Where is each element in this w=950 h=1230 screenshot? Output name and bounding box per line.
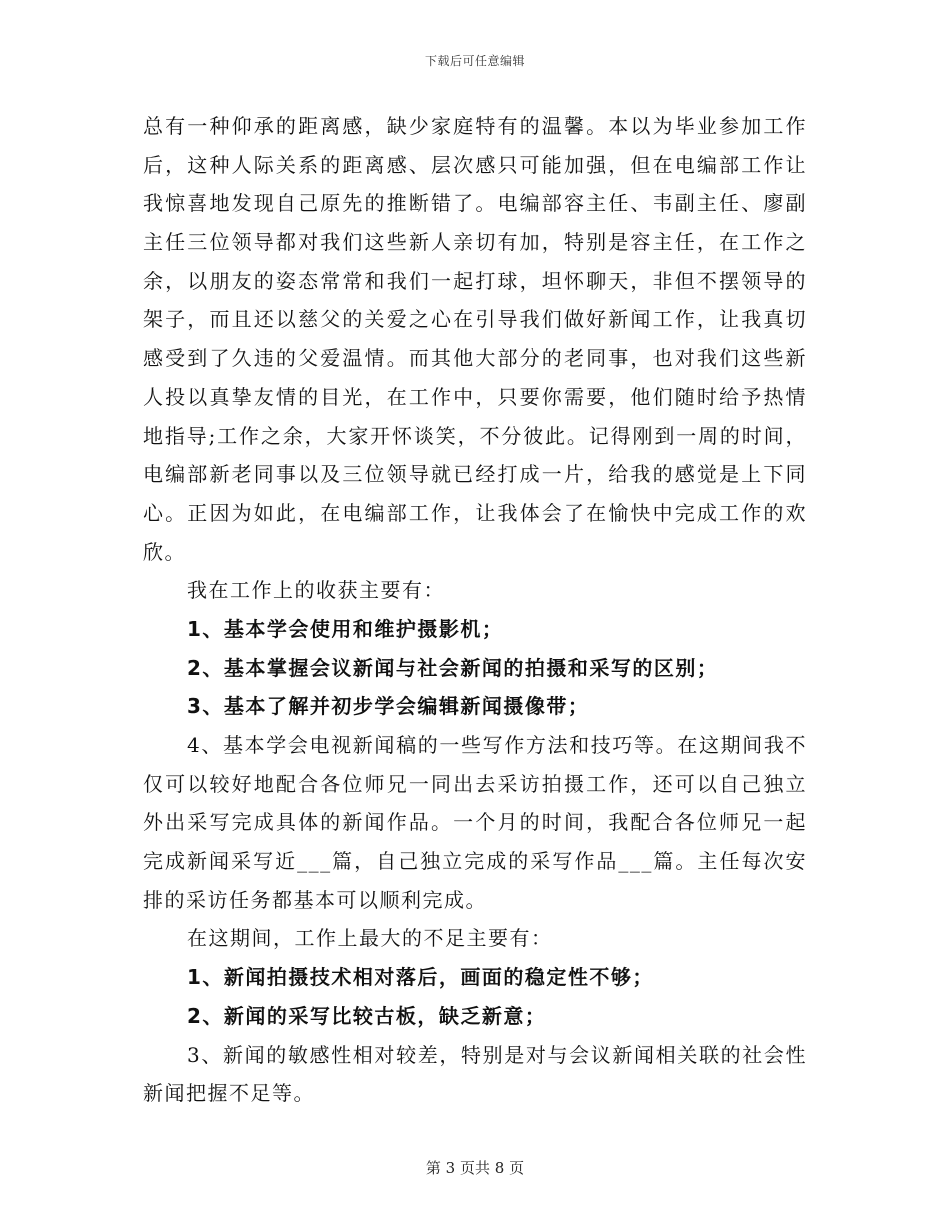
- text-line: 我惊喜地发现自己原先的推断错了。电编部容主任、韦副主任、廖副: [143, 191, 807, 216]
- shortfalls-intro: 在这期间，工作上最大的不足主要有：: [187, 926, 553, 951]
- text-line: 电编部新老同事以及三位领导就已经打成一片，给我的感觉是上下同: [143, 462, 807, 487]
- shortfall-item-3: 3、新闻的敏感性相对较差，特别是对与会议新闻相关联的社会性: [187, 1042, 807, 1067]
- document-body: [143, 107, 807, 1113]
- text-line: 新闻把握不足等。: [143, 1081, 315, 1106]
- text-line: 人投以真挚友情的目光，在工作中，只要你需要，他们随时给予热情: [143, 384, 807, 409]
- text-line: 后，这种人际关系的距离感、层次感只可能加强，但在电编部工作让: [143, 152, 807, 177]
- page-number: 第 3 页共 8 页: [425, 1159, 525, 1177]
- gain-item-4: 4、基本学会电视新闻稿的一些写作方法和技巧等。在这期间我不: [187, 733, 807, 757]
- gains-intro: 我在工作上的收获主要有：: [187, 578, 445, 603]
- shortfall-item-2: 2、新闻的采写比较古板，缺乏新意；: [187, 1003, 547, 1028]
- text-line: 感受到了久违的父爱温情。而其他大部分的老同事，也对我们这些新: [143, 346, 807, 371]
- text-line: 外出采写完成具体的新闻作品。一个月的时间，我配合各位师兄一起: [143, 810, 807, 835]
- text-line: 主任三位领导都对我们这些新人亲切有加，特别是容主任，在工作之: [143, 230, 807, 255]
- gain-item-2: 2、基本掌握会议新闻与社会新闻的拍摄和采写的区别；: [187, 655, 719, 680]
- shortfall-item-1: 1、新闻拍摄技术相对落后，画面的稳定性不够；: [187, 965, 654, 990]
- text-line: 架子，而且还以慈父的关爱之心在引导我们做好新闻工作，让我真切: [143, 307, 807, 332]
- gain-item-1: 1、基本学会使用和维护摄影机；: [187, 616, 504, 641]
- gain-item-3: 3、基本了解并初步学会编辑新闻摄像带；: [187, 694, 590, 719]
- text-line: 余，以朋友的姿态常常和我们一起打球，坦怀聊天，非但不摆领导的: [143, 268, 807, 293]
- text-line: 地指导;工作之余，大家开怀谈笑，不分彼此。记得刚到一周的时间，: [143, 423, 807, 448]
- text-line: 欣。: [143, 539, 186, 564]
- page-header: 下载后可任意编辑: [424, 54, 525, 68]
- text-line: 完成新闻采写近___篇，自己独立完成的采写作品___篇。主任每次安: [143, 849, 807, 874]
- text-line: 排的采访任务都基本可以顺利完成。: [143, 887, 487, 912]
- text-line: 总有一种仰承的距离感，缺少家庭特有的温馨。本以为毕业参加工作: [143, 114, 807, 138]
- text-line: 仅可以较好地配合各位师兄一同出去采访拍摄工作，还可以自己独立: [143, 771, 807, 796]
- text-line: 心。正因为如此，在电编部工作，让我体会了在愉快中完成工作的欢: [143, 500, 807, 525]
